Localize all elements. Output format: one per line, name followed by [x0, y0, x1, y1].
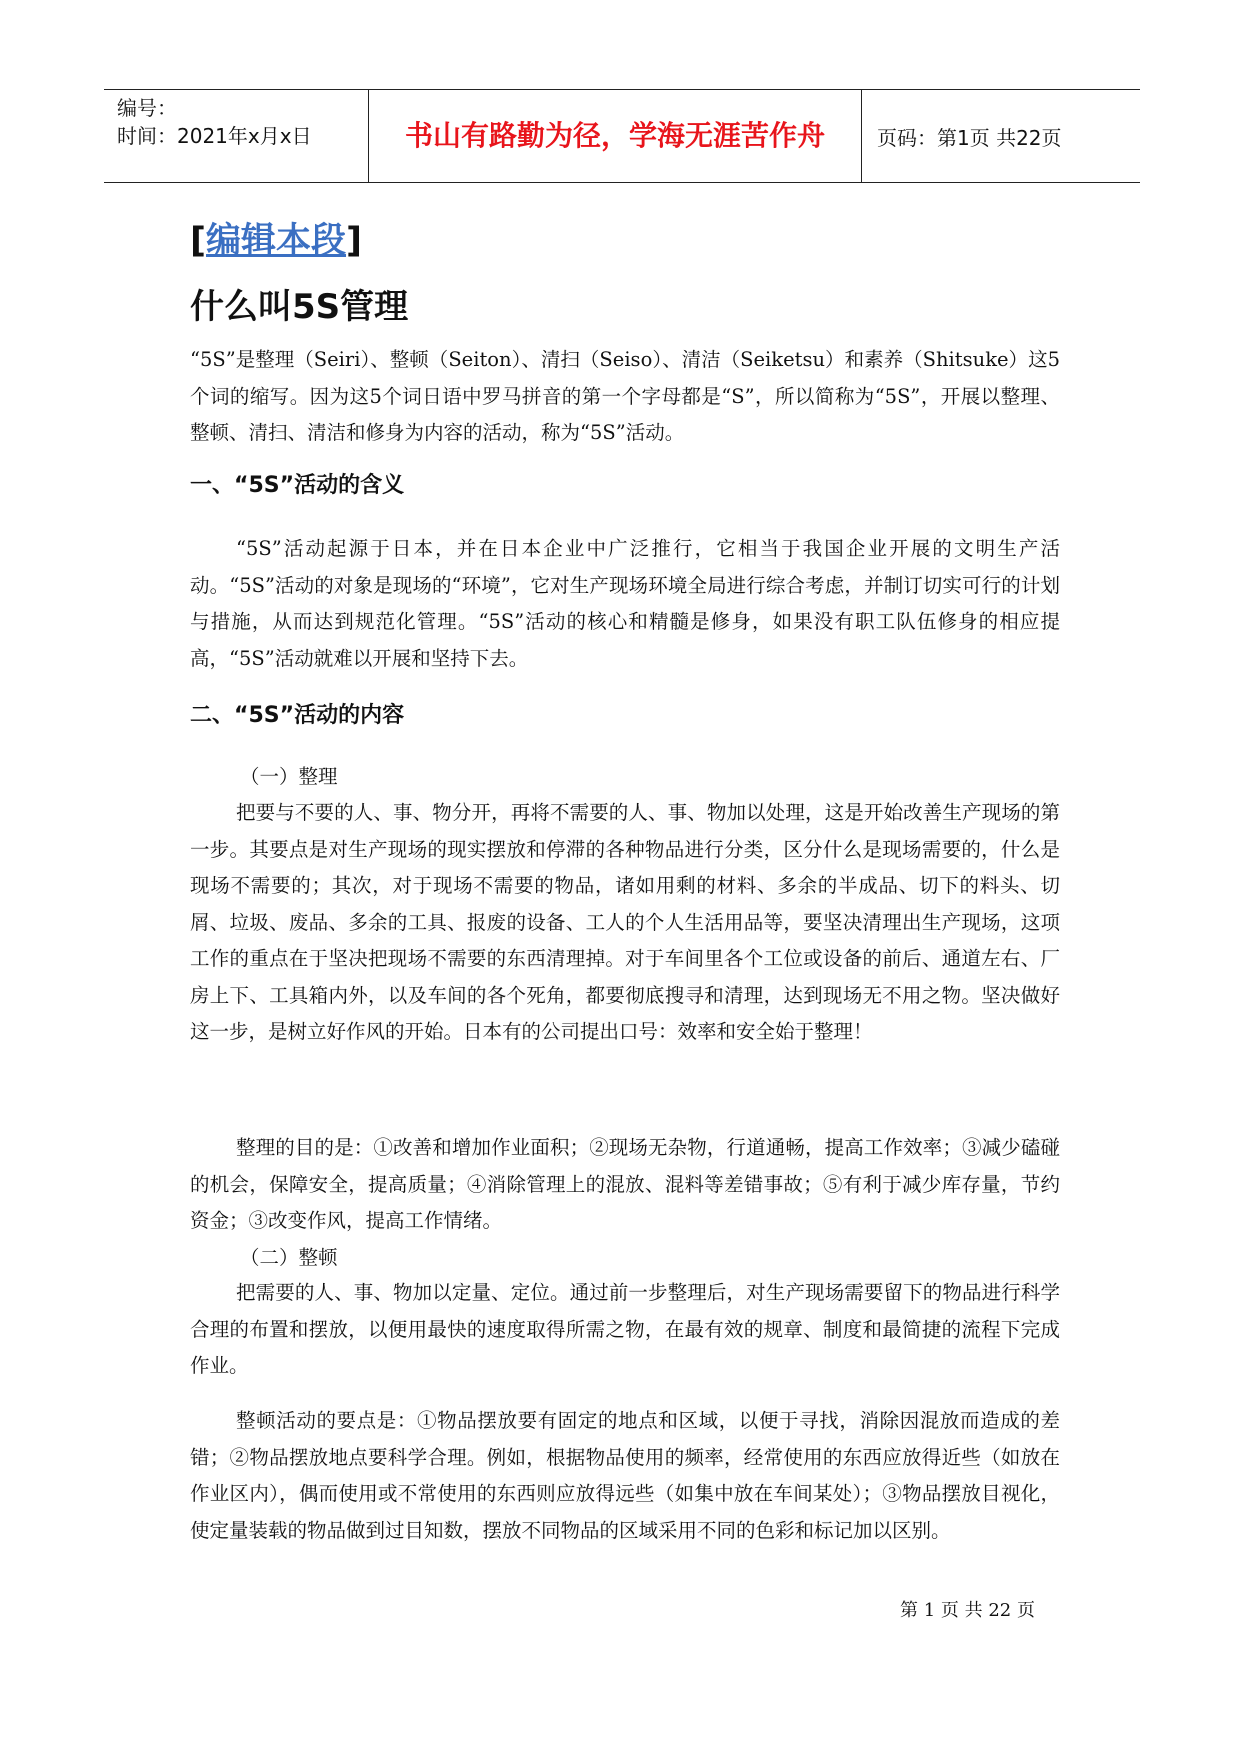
subsection2-paragraph1: 把需要的人、事、物加以定量、定位。通过前一步整理后，对生产现场需要留下的物品进行科学合理的布置和摆放，以便用最快的速度取得所需之物，在最有效的规章、制度和最简捷的流程下完成作业。 [190, 1281, 1060, 1377]
intro-paragraph: “5S”是整理（Seiri）、整顿（Seiton）、清扫（Seiso）、清洁（Seiketsu）和素养（Shitsuke）这5个词的缩写。因为这5个词日语中罗马拼音的第一个字母都是“S”，所以简称为“5S”，开展以整理、整顿、清扫、清洁和修身为内容的活动，称为“5S”活动。 [190, 348, 1060, 444]
edit-section-link [190, 218, 362, 264]
motto: 书山有路勤为径，学海无涯苦作舟 [404, 119, 825, 152]
edit-link[interactable]: 编辑本段 [206, 221, 347, 261]
subsection1-paragraph2: 整理的目的是：①改善和增加作业面积；②现场无杂物，行道通畅，提高工作效率；③减少磕碰的机会，保障安全，提高质量；④消除管理上的混放、混料等差错事故；⑤有利于减少库存量，节约资金；③改变作风，提高工作情绪。 [190, 1136, 1060, 1232]
edit-bracket-open: [ [190, 221, 206, 261]
subsection2-paragraph2: 整顿活动的要点是：①物品摆放要有固定的地点和区域，以便于寻找，消除因混放而造成的差错；②物品摆放地点要科学合理。例如，根据物品使用的频率，经常使用的东西应放得近些（如放在作业区内），偶而使用或不常使用的东西则应放得远些（如集中放在车间某处）；③物品摆放目视化，使定量装载的物品做到过目知数，摆放不同物品的区域采用不同的色彩和标记加以区别。 [190, 1409, 1060, 1542]
section2-heading: 二、“5S”活动的内容 [190, 703, 405, 728]
header-right-cell [861, 90, 1139, 182]
header-left-cell [104, 90, 367, 182]
page-header [104, 89, 1140, 183]
subsection1-paragraph1: 把要与不要的人、事、物分开，再将不需要的人、事、物加以处理，这是开始改善生产现场的第一步。其要点是对生产现场的现实摆放和停滞的各种物品进行分类，区分什么是现场需要的，什么是现场不需要的；其次，对于现场不需要的物品，诸如用剩的材料、多余的半成品、切下的料头、切屑、垃圾、废品、多余的工具、报废的设备、工人的个人生活用品等，要坚决清理出生产现场，这项工作的重点在于坚决把现场不需要的东西清理掉。对于车间里各个工位或设备的前后、通道左右、厂房上下、工具箱内外，以及车间的各个死角，都要彻底搜寻和清理，达到现场无不用之物。坚决做好这一步，是树立好作风的开始。日本有的公司提出口号：效率和安全始于整理！ [190, 801, 1060, 1043]
page-title: 什么叫5S管理 [190, 287, 409, 327]
number-label: 编号： [117, 96, 177, 120]
section1-paragraph: “5S”活动起源于日本，并在日本企业中广泛推行，它相当于我国企业开展的文明生产活动。“5S”活动的对象是现场的“环境”，它对生产现场环境全局进行综合考虑，并制订切实可行的计划与措施，从而达到规范化管理。“5S”活动的核心和精髓是修身，如果没有职工队伍修身的相应提高，“5S”活动就难以开展和坚持下去。 [190, 537, 1060, 670]
edit-bracket-close: ] [346, 221, 363, 261]
page-label: 页码：第1页 共22页 [877, 126, 1062, 150]
section1-heading: 一、“5S”活动的含义 [190, 473, 405, 498]
time-label: 时间：2021年x月x日 [117, 124, 312, 148]
header-middle-cell [368, 90, 862, 182]
subsection2-title: （二）整顿 [240, 1246, 338, 1269]
subsection1-title: （一）整理 [240, 765, 338, 788]
page-footer: 第 1 页 共 22 页 [900, 1600, 1035, 1621]
